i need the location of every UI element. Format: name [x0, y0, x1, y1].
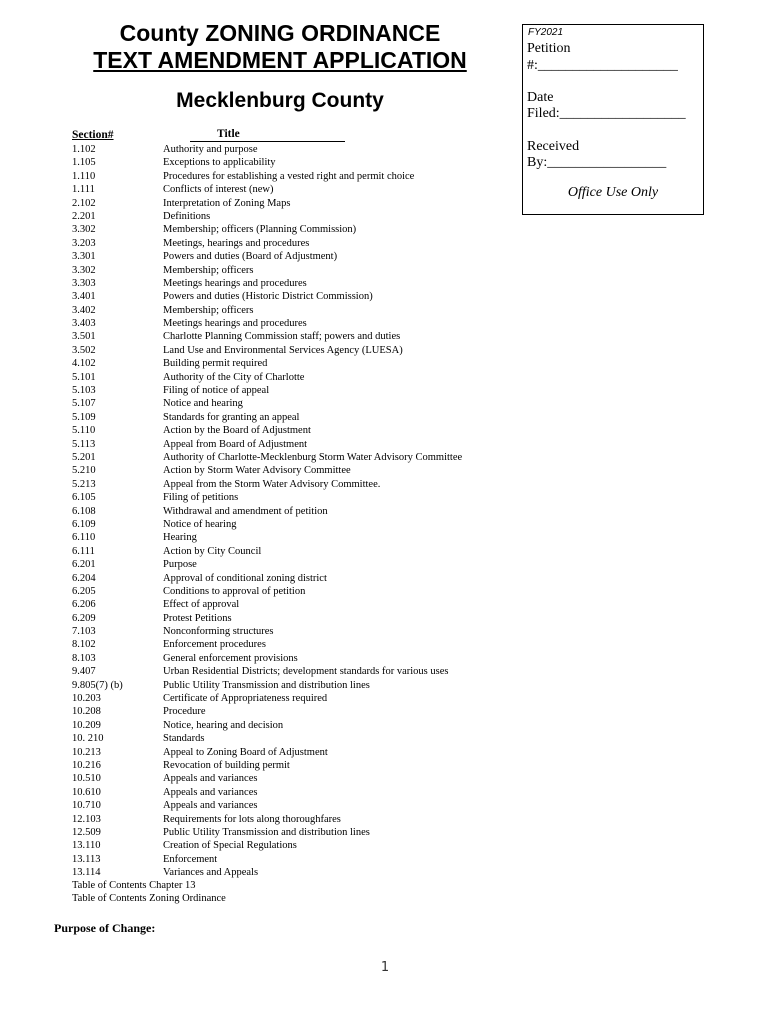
- section-number: 10.208: [72, 706, 101, 718]
- table-row: [72, 344, 512, 357]
- footnote-zoning-ordinance: Table of Contents Zoning Ordinance: [72, 893, 226, 905]
- section-title: Membership; officers (Planning Commission): [163, 224, 357, 236]
- office-use-box: [522, 24, 704, 215]
- section-title: Conflicts of interest (new): [163, 184, 274, 196]
- table-row: [72, 317, 512, 330]
- section-number: 13.114: [72, 867, 101, 879]
- section-title: Exceptions to applicability: [163, 157, 276, 169]
- section-title: Powers and duties (Board of Adjustment): [163, 251, 338, 263]
- section-title: Appeals and variances: [163, 786, 258, 798]
- table-row: [72, 839, 512, 852]
- section-number: 10.610: [72, 786, 101, 798]
- section-title: Creation of Special Regulations: [163, 840, 297, 852]
- section-number: 4.102: [72, 358, 96, 370]
- fiscal-year-label: FY2021: [528, 27, 564, 38]
- petition-label: Petition: [527, 41, 571, 56]
- section-number: 6.105: [72, 492, 96, 504]
- section-number: 3.302: [72, 264, 96, 276]
- table-row: [72, 772, 512, 785]
- section-number: 10.710: [72, 800, 101, 812]
- table-row: [72, 679, 512, 692]
- purpose-of-change-label: Purpose of Change:: [54, 921, 156, 935]
- section-number: 5.107: [72, 398, 96, 410]
- section-title: Purpose: [163, 559, 197, 571]
- section-number: 10.216: [72, 759, 101, 771]
- footnote-chapter13: Table of Contents Chapter 13: [72, 880, 196, 891]
- table-row: [72, 665, 512, 678]
- table-row: [72, 866, 512, 879]
- table-row: [72, 705, 512, 718]
- section-number: 3.402: [72, 304, 96, 316]
- section-title: Appeal from the Storm Water Advisory Committee.: [163, 478, 381, 490]
- table-row: [72, 853, 512, 866]
- table-row: [72, 719, 512, 732]
- section-title: Notice and hearing: [163, 398, 243, 410]
- form-subtitle: TEXT AMENDMENT APPLICATION: [93, 47, 467, 73]
- table-row: [72, 371, 512, 384]
- section-title: Variances and Appeals: [163, 867, 259, 879]
- section-number: 8.103: [72, 652, 96, 664]
- section-number: 3.301: [72, 251, 96, 263]
- section-number: 10. 210: [72, 733, 104, 745]
- section-title: Hearing: [163, 532, 197, 544]
- section-number: 3.401: [72, 291, 96, 303]
- table-row: [72, 277, 512, 290]
- table-row: [72, 826, 512, 839]
- section-title: Notice of hearing: [163, 518, 237, 530]
- section-title: Action by Storm Water Advisory Committee: [163, 465, 351, 477]
- section-title: Standards: [163, 733, 205, 745]
- section-title: Membership; officers: [163, 304, 254, 316]
- section-number: 6.204: [72, 572, 96, 584]
- section-number: 5.110: [72, 425, 96, 437]
- petition-number-field[interactable]: #:____________________: [527, 58, 678, 73]
- table-row: [72, 304, 512, 317]
- section-title: Definitions: [163, 210, 211, 222]
- section-title: Procedures for establishing a vested right and permit choice: [163, 170, 415, 182]
- table-row: [72, 799, 512, 812]
- section-title: Public Utility Transmission and distribution lines: [163, 826, 370, 838]
- section-number: 3.403: [72, 318, 96, 330]
- table-row: [72, 290, 512, 303]
- table-row: [72, 692, 512, 705]
- section-title: Standards for granting an appeal: [163, 411, 300, 423]
- table-row: [72, 478, 512, 491]
- table-row: [72, 612, 512, 625]
- section-number: 1.110: [72, 170, 96, 182]
- section-title: Appeal from Board of Adjustment: [163, 438, 308, 450]
- section-number: 6.109: [72, 518, 96, 530]
- section-list: [72, 143, 512, 879]
- section-number: 1.105: [72, 157, 96, 169]
- section-title: Land Use and Environmental Services Agency (LUESA): [163, 344, 403, 356]
- table-row: [72, 197, 512, 210]
- table-row: [72, 813, 512, 826]
- section-title: Protest Petitions: [163, 612, 232, 624]
- section-number: 3.303: [72, 277, 96, 289]
- section-number: 10.209: [72, 719, 101, 731]
- section-number: 7.103: [72, 626, 96, 638]
- table-row: [72, 464, 512, 477]
- county-name: Mecklenburg County: [176, 89, 384, 112]
- section-number: 5.213: [72, 478, 96, 490]
- table-row: [72, 210, 512, 223]
- form-title: County ZONING ORDINANCE: [119, 20, 441, 46]
- section-title: Approval of conditional zoning district: [163, 572, 327, 584]
- section-title: Authority of the City of Charlotte: [163, 371, 305, 383]
- section-title: Membership; officers: [163, 264, 254, 276]
- section-number: 3.203: [72, 237, 96, 249]
- page-number: 1: [380, 960, 390, 975]
- section-number: 6.209: [72, 612, 96, 624]
- section-number: 6.206: [72, 599, 96, 611]
- section-title: Urban Residential Districts; development standards for various uses: [163, 666, 449, 678]
- table-row: [72, 585, 512, 598]
- table-row: [72, 264, 512, 277]
- section-title: Action by the Board of Adjustment: [163, 425, 311, 437]
- section-number: 5.210: [72, 465, 96, 477]
- section-number: 1.111: [72, 184, 95, 196]
- table-row: [72, 545, 512, 558]
- section-title: General enforcement provisions: [163, 652, 298, 664]
- section-number: 6.108: [72, 505, 96, 517]
- table-row: [72, 598, 512, 611]
- section-number: 6.201: [72, 559, 96, 571]
- table-row: [72, 786, 512, 799]
- table-row: [72, 625, 512, 638]
- section-title: Requirements for lots along thoroughfares: [163, 813, 341, 825]
- section-number: 2.201: [72, 210, 96, 222]
- section-number: 9.805(7) (b): [72, 679, 123, 691]
- section-title: Appeal to Zoning Board of Adjustment: [163, 746, 328, 758]
- section-number: 5.201: [72, 451, 96, 463]
- section-title: Nonconforming structures: [163, 626, 274, 638]
- section-title: Filing of notice of appeal: [163, 385, 270, 397]
- section-title: Enforcement: [163, 853, 218, 865]
- section-number: 12.103: [72, 813, 101, 825]
- section-number: 10.510: [72, 773, 101, 785]
- section-number: 8.102: [72, 639, 96, 651]
- section-title: Effect of approval: [163, 599, 240, 611]
- section-title: Charlotte Planning Commission staff; powers and duties: [163, 331, 401, 343]
- section-number: 5.103: [72, 385, 96, 397]
- section-number: 6.111: [72, 545, 95, 557]
- section-title: Interpretation of Zoning Maps: [163, 197, 291, 209]
- table-row: [72, 531, 512, 544]
- section-column-header: Section#: [72, 129, 114, 141]
- section-number: 1.102: [72, 144, 96, 155]
- table-row: [72, 223, 512, 236]
- section-number: 6.110: [72, 532, 96, 544]
- table-row: [72, 505, 512, 518]
- table-row: [72, 411, 512, 424]
- section-title: Revocation of building permit: [163, 759, 290, 771]
- section-number: 3.302: [72, 224, 96, 236]
- table-row: [72, 732, 512, 745]
- title-column-header-text: Title: [217, 128, 240, 140]
- section-title: Notice, hearing and decision: [163, 719, 284, 731]
- section-title: Powers and duties (Historic District Commission): [163, 291, 373, 303]
- section-title: Enforcement procedures: [163, 639, 266, 651]
- section-number: 3.502: [72, 344, 96, 356]
- section-title: Building permit required: [163, 358, 268, 370]
- section-title: Withdrawal and amendment of petition: [163, 505, 328, 517]
- table-row: [72, 558, 512, 571]
- section-number: 10.203: [72, 693, 101, 705]
- section-title: Authority of Charlotte-Mecklenburg Storm Water Advisory Committee: [163, 451, 463, 463]
- section-number: 9.407: [72, 666, 96, 678]
- section-number: 5.101: [72, 371, 96, 383]
- table-row: [72, 438, 512, 451]
- section-title: Meetings hearings and procedures: [163, 277, 307, 289]
- section-number: 3.501: [72, 331, 96, 343]
- table-row: [72, 652, 512, 665]
- section-title: Meetings hearings and procedures: [163, 318, 307, 330]
- office-use-only-label: Office Use Only: [567, 185, 659, 200]
- section-title: Meetings, hearings and procedures: [163, 237, 310, 249]
- table-row: [72, 170, 512, 183]
- table-row: [72, 237, 512, 250]
- section-number: 13.110: [72, 840, 101, 852]
- section-number: 6.205: [72, 585, 96, 597]
- section-title: Authority and purpose: [163, 144, 258, 155]
- section-number: 12.509: [72, 826, 101, 838]
- section-title: Appeals and variances: [163, 800, 258, 812]
- table-row: [72, 183, 512, 196]
- section-title: Public Utility Transmission and distribution lines: [163, 679, 370, 691]
- table-row: [72, 397, 512, 410]
- section-number: 5.113: [72, 438, 96, 450]
- title-column-header: [190, 128, 345, 142]
- section-number: 5.109: [72, 411, 96, 423]
- table-footnotes: [72, 879, 226, 906]
- section-number: 2.102: [72, 197, 96, 209]
- section-title: Action by City Council: [163, 545, 262, 557]
- received-label: Received: [527, 139, 580, 154]
- section-title: Certificate of Appropriateness required: [163, 693, 328, 705]
- section-number: 13.113: [72, 853, 101, 865]
- section-title: Conditions to approval of petition: [163, 585, 306, 597]
- table-row: [72, 491, 512, 504]
- table-row: [72, 746, 512, 759]
- table-row: [72, 638, 512, 651]
- received-by-field[interactable]: By:_________________: [527, 155, 667, 170]
- section-title: Appeals and variances: [163, 773, 258, 785]
- date-label: Date: [527, 90, 554, 105]
- table-row: [72, 384, 512, 397]
- date-filed-field[interactable]: Filed:__________________: [527, 106, 686, 121]
- table-row: [72, 451, 512, 464]
- table-row: [72, 424, 512, 437]
- table-row: [72, 250, 512, 263]
- table-row: [72, 572, 512, 585]
- section-title: Filing of petitions: [163, 492, 239, 504]
- section-title: Procedure: [163, 706, 206, 718]
- section-number: 10.213: [72, 746, 101, 758]
- table-row: [72, 759, 512, 772]
- table-row: [72, 357, 512, 370]
- table-row: [72, 330, 512, 343]
- table-row: [72, 518, 512, 531]
- table-row: [72, 156, 512, 169]
- table-row: [72, 143, 512, 156]
